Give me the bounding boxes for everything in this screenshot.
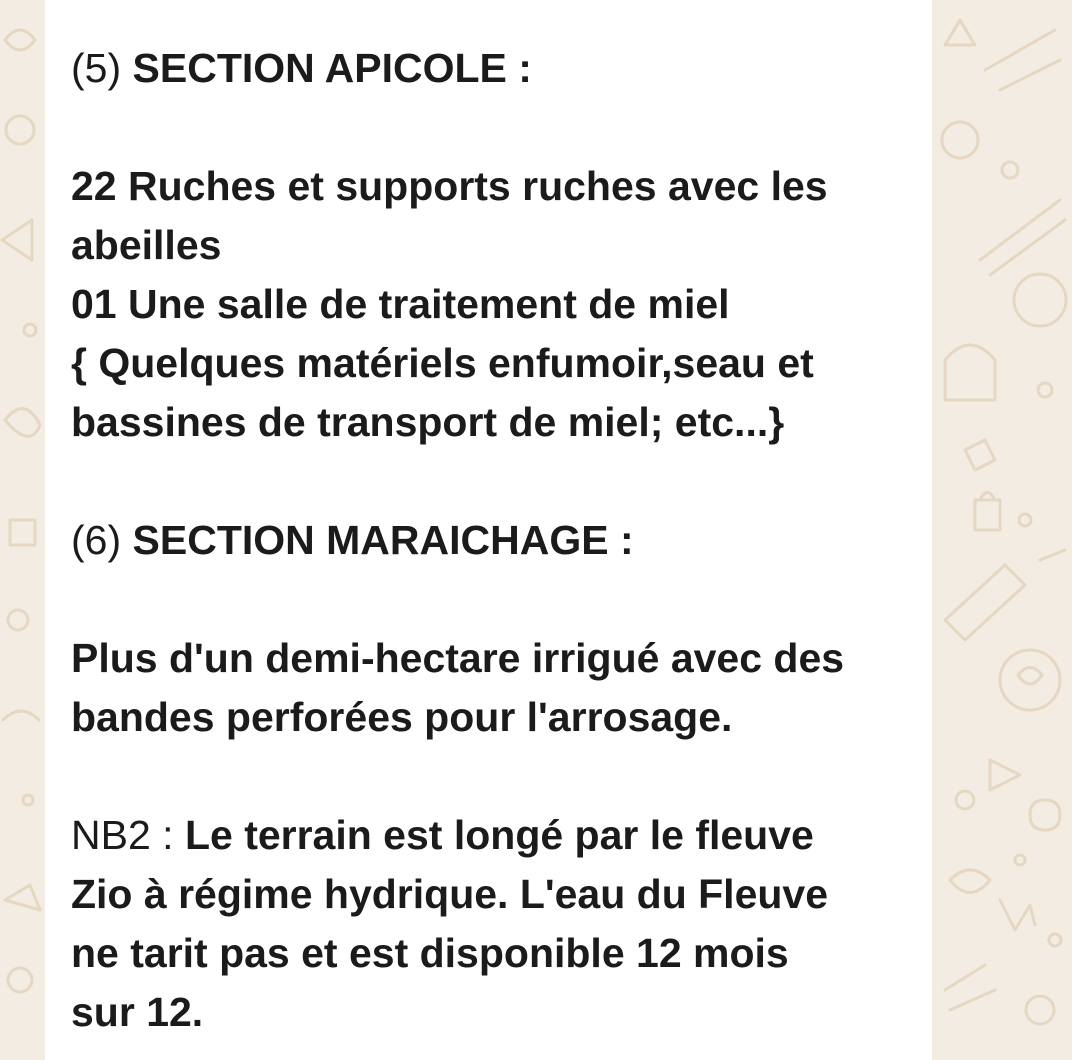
nb2-line: sur 12. — [71, 989, 204, 1035]
message-text — [71, 0, 921, 1042]
doodle-icon — [10, 520, 35, 545]
maraichage-line: bandes perforées pour l'arrosage. — [71, 694, 733, 740]
doodle-icon — [980, 200, 1065, 275]
section-5-title: SECTION APICOLE : — [132, 45, 532, 91]
doodle-icon — [956, 791, 974, 809]
doodle-icon — [8, 610, 28, 630]
doodle-icon — [1000, 650, 1060, 710]
apicole-line: bassines de transport de miel; etc...} — [71, 399, 785, 445]
doodle-icon — [1018, 668, 1042, 685]
doodle-icon — [1002, 162, 1018, 178]
doodle-icon — [1019, 514, 1031, 526]
doodle-icon — [1040, 550, 1065, 560]
doodle-icon — [985, 30, 1060, 90]
doodle-icon — [8, 968, 32, 992]
doodle-icon — [1014, 274, 1066, 326]
section-6-number: (6) — [71, 517, 122, 563]
section-6-heading — [71, 511, 921, 570]
doodle-icon — [5, 885, 40, 910]
doodle-icon — [5, 409, 40, 437]
apicole-line: 01 Une salle de traitement de miel — [71, 281, 730, 327]
section-5-heading — [71, 39, 921, 98]
nb2-first-line — [71, 806, 921, 865]
doodle-icon — [5, 30, 35, 50]
section-6-title: SECTION MARAICHAGE : — [132, 517, 634, 563]
doodle-icon — [945, 565, 1025, 640]
doodle-icon — [3, 711, 39, 720]
doodle-icon — [990, 760, 1020, 790]
doodle-icon — [965, 440, 995, 470]
message-bubble[interactable] — [45, 0, 932, 1060]
apicole-line: abeilles — [71, 222, 222, 268]
nb2-label: NB2 : — [71, 812, 174, 858]
nb2-line: ne tarit pas et est disponible 12 mois — [71, 930, 789, 976]
doodle-icon — [1030, 800, 1060, 830]
doodle-icon — [975, 493, 1000, 531]
doodle-icon — [950, 870, 990, 893]
apicole-line: 22 Ruches et supports ruches avec les — [71, 163, 828, 209]
maraichage-line: Plus d'un demi-hectare irrigué avec des — [71, 635, 845, 681]
doodle-icon — [942, 122, 978, 158]
doodle-icon — [945, 20, 975, 45]
doodle-icon — [2, 220, 32, 260]
doodle-icon — [1049, 934, 1061, 946]
doodle-icon — [24, 324, 36, 336]
doodle-icon — [23, 795, 33, 805]
doodle-icon — [945, 345, 995, 400]
doodle-icon — [1038, 383, 1052, 397]
doodle-icon — [1015, 855, 1025, 865]
nb2-text: Le terrain est longé par le fleuve — [184, 812, 814, 858]
doodle-icon — [6, 116, 34, 144]
doodle-icon — [1026, 996, 1054, 1024]
section-5-number: (5) — [71, 45, 122, 91]
doodle-icon — [945, 965, 995, 1010]
doodle-icon — [1000, 900, 1035, 930]
apicole-line: { Quelques matériels enfumoir,seau et — [71, 340, 814, 386]
nb2-line: Zio à régime hydrique. L'eau du Fleuve — [71, 871, 829, 917]
